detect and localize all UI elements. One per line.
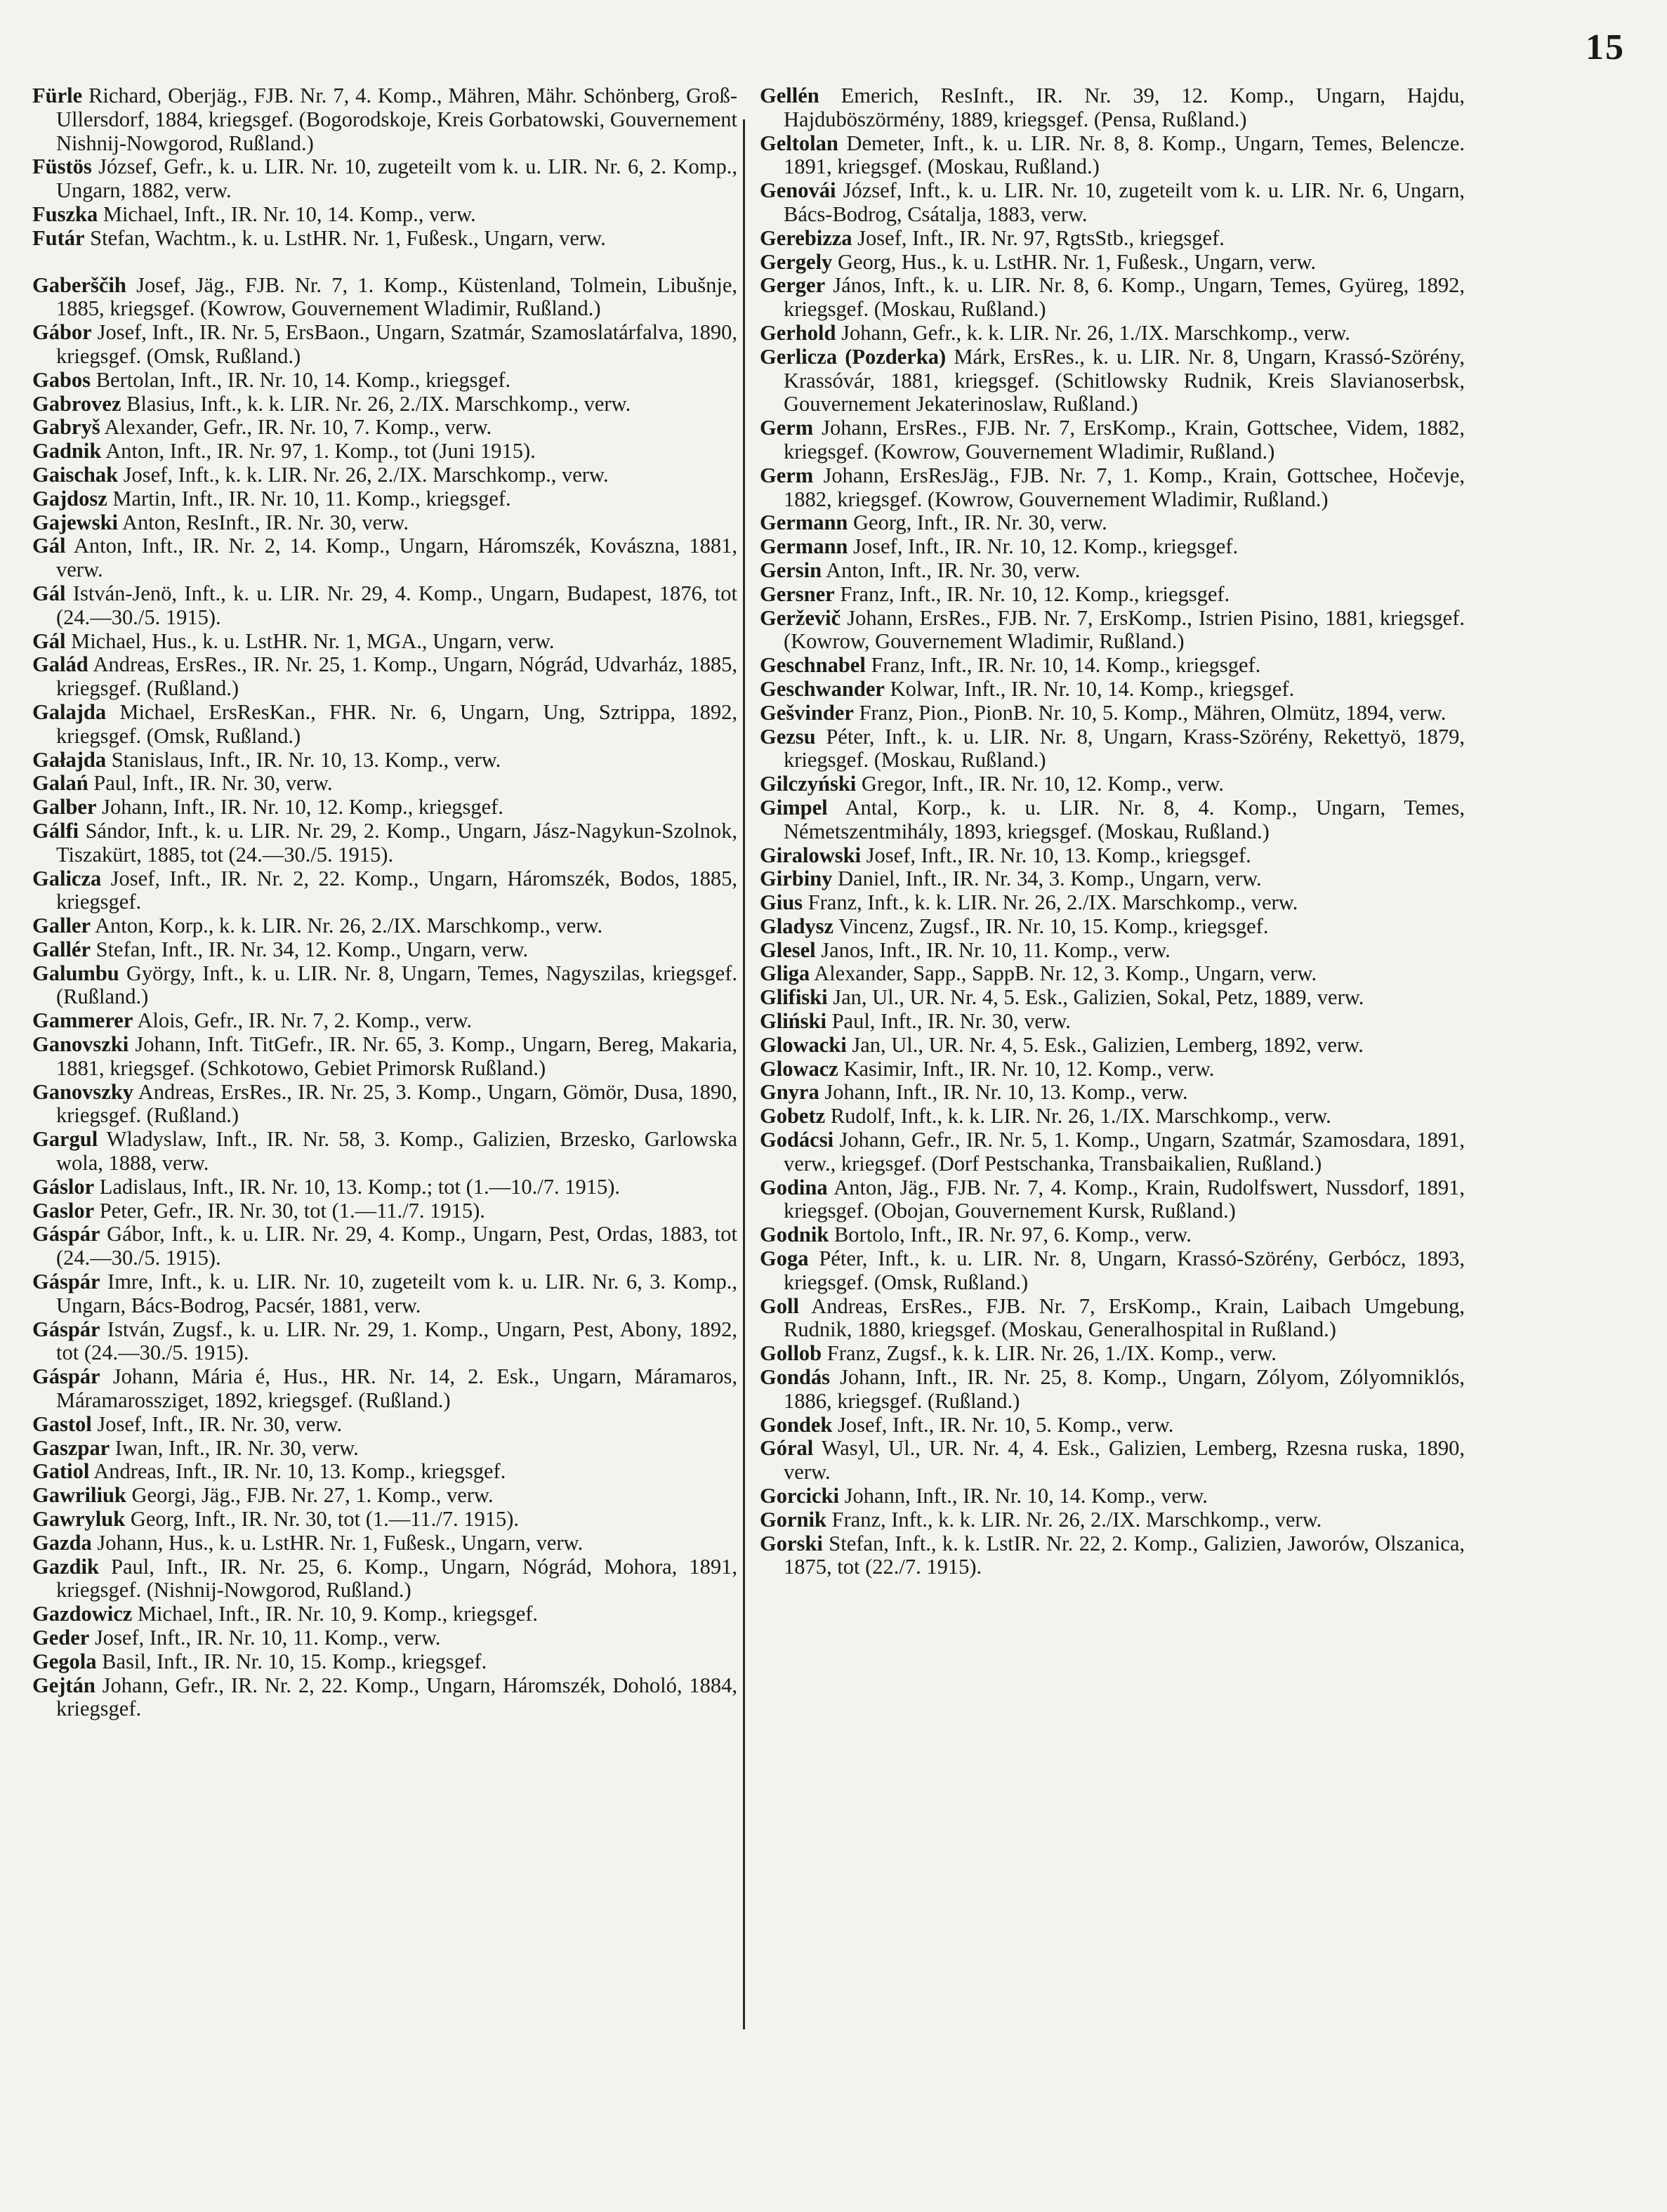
entry-surname: Gaischak bbox=[32, 462, 119, 487]
entry-surname: Glowacz bbox=[760, 1056, 838, 1081]
entry-surname: Gálfi bbox=[32, 818, 79, 843]
roll-entry bbox=[32, 321, 737, 369]
entry-surname: Gnyra bbox=[760, 1080, 819, 1105]
entry-details: Wladyslaw, Inft., IR. Nr. 58, 3. Komp., Galizien, Brzesko, Garlowska wola, 1888, verw. bbox=[56, 1127, 737, 1176]
entry-surname: Gondek bbox=[760, 1412, 833, 1437]
roll-entry bbox=[32, 203, 737, 227]
roll-entry bbox=[760, 962, 1465, 986]
entry-surname: Gersner bbox=[760, 581, 835, 606]
entry-details: István-Jenö, Inft., k. u. LIR. Nr. 29, 4. Komp., Ungarn, Budapest, 1876, tot (24.—30./5. 1915). bbox=[56, 581, 737, 629]
entry-details: Michael, Hus., k. u. LstHR. Nr. 1, MGA., Ungarn, verw. bbox=[65, 628, 555, 653]
roll-entry bbox=[760, 1247, 1465, 1295]
entry-details: József, Inft., k. u. LIR. Nr. 10, zugeteilt vom k. u. LIR. Nr. 6, Ungarn, Bács-Bodrog, Csátalja, 1883, verw. bbox=[784, 178, 1465, 226]
entry-details: Johann, Inft., IR. Nr. 10, 14. Komp., verw. bbox=[838, 1484, 1208, 1508]
right-column bbox=[760, 84, 1465, 1579]
entry-surname: Gadnik bbox=[32, 439, 102, 463]
roll-entry bbox=[32, 630, 737, 654]
roll-entry bbox=[760, 1295, 1465, 1343]
entry-surname: Gezsu bbox=[760, 724, 816, 749]
roll-entry bbox=[32, 487, 737, 511]
entry-surname: Geschnabel bbox=[760, 653, 866, 678]
entry-surname: Gerlicza (Pozderka) bbox=[760, 344, 947, 369]
entry-surname: Germ bbox=[760, 416, 814, 440]
entry-details: Franz, Inft., IR. Nr. 10, 14. Komp., kriegsgef. bbox=[865, 653, 1261, 678]
roll-entry bbox=[32, 1555, 737, 1603]
roll-entry bbox=[760, 84, 1465, 132]
roll-entry bbox=[32, 1270, 737, 1318]
entry-details: Péter, Inft., k. u. LIR. Nr. 8, Ungarn, Krassó-Szörény, Gerbócz, 1893, kriegsgef. (Omsk, Rußland.) bbox=[784, 1246, 1465, 1294]
roll-entry bbox=[760, 322, 1465, 345]
entry-surname: Gornik bbox=[760, 1507, 826, 1532]
entry-surname: Gorski bbox=[760, 1531, 823, 1555]
entry-surname: Gergely bbox=[760, 249, 833, 274]
roll-entry bbox=[32, 369, 737, 393]
entry-surname: Godnik bbox=[760, 1223, 829, 1247]
roll-entry bbox=[760, 132, 1465, 180]
left-column bbox=[32, 84, 737, 1721]
entry-surname: Gabryš bbox=[32, 415, 100, 440]
entry-surname: Gazda bbox=[32, 1530, 92, 1555]
entry-details: Johann, ErsResJäg., FJB. Nr. 7, 1. Komp., Krain, Gottschee, Hočevje, 1882, kriegsgef. (Kowrow, Gouvernement Wladimir, Rußland.) bbox=[784, 463, 1465, 511]
entry-details: Kasimir, Inft., IR. Nr. 10, 12. Komp., verw. bbox=[838, 1056, 1215, 1081]
entry-surname: Gál bbox=[32, 628, 66, 653]
entry-surname: Galajda bbox=[32, 699, 107, 724]
entry-surname: Geder bbox=[32, 1626, 90, 1650]
entry-details: Stefan, Inft., IR. Nr. 34, 12. Komp., Ungarn, verw. bbox=[91, 937, 529, 961]
entry-details: Rudolf, Inft., k. k. LIR. Nr. 26, 1./IX. Marschkomp., verw. bbox=[825, 1104, 1331, 1128]
roll-entry bbox=[32, 1128, 737, 1176]
entry-surname: Gáspár bbox=[32, 1317, 100, 1341]
roll-entry bbox=[32, 511, 737, 535]
entry-surname: Gegola bbox=[32, 1649, 97, 1673]
entry-surname: Germ bbox=[760, 463, 814, 487]
entry-surname: Geltolan bbox=[760, 131, 838, 155]
entry-surname: Gerhold bbox=[760, 320, 836, 345]
roll-entry bbox=[32, 1413, 737, 1437]
entry-surname: Gellén bbox=[760, 84, 819, 107]
roll-entry bbox=[32, 463, 737, 487]
entry-details: Josef, Inft., IR. Nr. 10, 13. Komp., kriegsgef. bbox=[861, 843, 1251, 867]
entry-surname: Gáspár bbox=[32, 1222, 100, 1246]
entry-surname: Gersin bbox=[760, 558, 822, 582]
entry-surname: Góral bbox=[760, 1436, 814, 1461]
entry-details: Georg, Hus., k. u. LstHR. Nr. 1, Fußesk., Ungarn, verw. bbox=[832, 249, 1317, 274]
entry-surname: Galád bbox=[32, 652, 88, 677]
roll-entry bbox=[32, 1176, 737, 1199]
entry-surname: Ganovszki bbox=[32, 1032, 129, 1057]
entry-surname: Goga bbox=[760, 1246, 809, 1271]
roll-entry bbox=[32, 938, 737, 962]
entry-details: János, Inft., k. u. LIR. Nr. 8, 6. Komp., Ungarn, Temes, Gyüreg, 1892, kriegsgef. (Moskau, Rußland.) bbox=[784, 273, 1465, 322]
entry-surname: Gáspár bbox=[32, 1270, 100, 1294]
entry-surname: Godina bbox=[760, 1175, 828, 1199]
entry-details: Johann, Gefr., k. k. LIR. Nr. 26, 1./IX. Marschkomp., verw. bbox=[836, 320, 1350, 345]
entry-details: Josef, Inft., IR. Nr. 97, RgtsStb., kriegsgef. bbox=[852, 225, 1225, 250]
entry-details: Johann, Inft., IR. Nr. 10, 13. Komp., verw. bbox=[819, 1080, 1188, 1105]
entry-details: Peter, Gefr., IR. Nr. 30, tot (1.—11./7. 1915). bbox=[94, 1198, 485, 1223]
entry-details: Josef, Inft., IR. Nr. 5, ErsBaon., Ungarn, Szatmár, Szamoslatárfalva, 1890, kriegsgef. (Omsk, Rußland.) bbox=[56, 320, 737, 368]
roll-entry bbox=[32, 796, 737, 819]
entry-surname: Giralowski bbox=[760, 843, 862, 867]
roll-entry bbox=[760, 559, 1465, 583]
entry-surname: Galań bbox=[32, 771, 88, 796]
entry-details: Anton, ResInft., IR. Nr. 30, verw. bbox=[118, 510, 409, 534]
entry-details: Paul, Inft., IR. Nr. 25, 6. Komp., Ungarn, Nógrád, Mohora, 1891, kriegsgef. (Nishnij-Nowgorod, Rußland.) bbox=[56, 1554, 737, 1602]
entry-surname: Gejtán bbox=[32, 1673, 95, 1697]
entry-details: Anton, Inft., IR. Nr. 2, 14. Komp., Ungarn, Háromszék, Kovászna, 1881, verw. bbox=[56, 534, 737, 582]
entry-details: Anton, Korp., k. k. LIR. Nr. 26, 2./IX. Marschkomp., verw. bbox=[91, 914, 603, 938]
entry-details: Blasius, Inft., k. k. LIR. Nr. 26, 2./IX. Marschkomp., verw. bbox=[121, 391, 631, 416]
entry-details: Andreas, Inft., IR. Nr. 10, 13. Komp., kriegsgef. bbox=[89, 1459, 506, 1484]
roll-entry bbox=[32, 534, 737, 582]
entry-surname: Gaberščih bbox=[32, 272, 126, 297]
entry-surname: Gerževič bbox=[760, 605, 841, 630]
roll-entry bbox=[32, 1437, 737, 1461]
entry-surname: Fuszka bbox=[32, 202, 98, 226]
entry-details: József, Gefr., k. u. LIR. Nr. 10, zugeteilt vom k. u. LIR. Nr. 6, 2. Komp., Ungarn, 1882, verw. bbox=[56, 154, 737, 203]
entry-surname: Gaszpar bbox=[32, 1435, 110, 1460]
entry-surname: Gatiol bbox=[32, 1459, 90, 1484]
entry-surname: Gábor bbox=[32, 320, 92, 345]
roll-entry bbox=[32, 274, 737, 322]
entry-surname: Gondás bbox=[760, 1365, 831, 1390]
roll-entry bbox=[760, 345, 1465, 416]
entry-details: Jan, Ul., UR. Nr. 4, 5. Esk., Galizien, Lemberg, 1892, verw. bbox=[846, 1032, 1364, 1057]
roll-entry bbox=[32, 155, 737, 203]
entry-details: Josef, Jäg., FJB. Nr. 7, 1. Komp., Küstenland, Tolmein, Libušnje, 1885, kriegsgef. (Kowrow, Gouvernement Wladimir, Rußland.) bbox=[56, 272, 737, 321]
roll-entry bbox=[760, 1176, 1465, 1224]
entry-details: Jan, Ul., UR. Nr. 4, 5. Esk., Galizien, Sokal, Petz, 1889, verw. bbox=[827, 985, 1364, 1010]
entry-details: Georg, Inft., IR. Nr. 30, tot (1.—11./7. 1915). bbox=[125, 1507, 519, 1532]
entry-details: Johann, Inft., IR. Nr. 25, 8. Komp., Ungarn, Zólyom, Zólyomniklós, 1886, kriegsgef. (Rußland.) bbox=[784, 1365, 1465, 1413]
entry-surname: Gazdik bbox=[32, 1554, 99, 1579]
roll-entry bbox=[32, 653, 737, 701]
entry-surname: Gerebizza bbox=[760, 225, 852, 250]
roll-entry bbox=[32, 1626, 737, 1650]
roll-entry bbox=[760, 607, 1465, 654]
entry-details: Anton, Inft., IR. Nr. 30, verw. bbox=[822, 558, 1081, 582]
entry-details: György, Inft., k. u. LIR. Nr. 8, Ungarn, Temes, Nagyszilas, kriegsgef. (Rußland.) bbox=[56, 961, 737, 1009]
entry-surname: Gajewski bbox=[32, 510, 118, 534]
roll-entry bbox=[760, 867, 1465, 891]
entry-details: Josef, Inft., IR. Nr. 10, 11. Komp., verw. bbox=[89, 1626, 441, 1650]
entry-details: Stefan, Wachtm., k. u. LstHR. Nr. 1, Fußesk., Ungarn, verw. bbox=[84, 225, 606, 250]
entry-details: Janos, Inft., IR. Nr. 10, 11. Komp., verw. bbox=[815, 937, 1171, 962]
entry-surname: Galber bbox=[32, 795, 97, 819]
entry-details: Basil, Inft., IR. Nr. 10, 15. Komp., kriegsgef. bbox=[96, 1649, 487, 1673]
entry-details: Johann, Inft. TitGefr., IR. Nr. 65, 3. Komp., Ungarn, Bereg, Makaria, 1881, kriegsgef. (Schkotowo, Gebiet Primorsk Rußland.) bbox=[56, 1032, 737, 1080]
roll-entry bbox=[32, 1365, 737, 1413]
entry-details: Josef, Inft., IR. Nr. 10, 5. Komp., verw. bbox=[832, 1412, 1174, 1437]
entry-surname: Gimpel bbox=[760, 795, 828, 819]
entry-details: Alois, Gefr., IR. Nr. 7, 2. Komp., verw. bbox=[133, 1008, 472, 1033]
entry-details: Johann, ErsRes., FJB. Nr. 7, ErsKomp., Istrien Pisino, 1881, kriegsgef. (Kowrow, Gouvernement Wladimir, Rußland.) bbox=[784, 605, 1465, 654]
entry-details: Josef, Inft., IR. Nr. 30, verw. bbox=[91, 1411, 343, 1436]
roll-entry bbox=[32, 1199, 737, 1223]
roll-entry bbox=[760, 1128, 1465, 1176]
entry-surname: Gajdosz bbox=[32, 486, 107, 511]
entry-details: Sándor, Inft., k. u. LIR. Nr. 29, 2. Komp., Ungarn, Jász-Nagykun-Szolnok, Tiszakürt, 1885, tot (24.—30./5. 1915). bbox=[56, 818, 737, 867]
roll-entry bbox=[760, 654, 1465, 678]
entry-details: Daniel, Inft., IR. Nr. 34, 3. Komp., Ungarn, verw. bbox=[832, 867, 1262, 891]
roll-entry bbox=[760, 678, 1465, 702]
entry-details: Kolwar, Inft., IR. Nr. 10, 14. Komp., kriegsgef. bbox=[884, 676, 1295, 701]
entry-details: Georg, Inft., IR. Nr. 30, verw. bbox=[848, 511, 1107, 535]
entry-surname: Glesel bbox=[760, 937, 816, 962]
entry-details: Josef, Inft., IR. Nr. 10, 12. Komp., kriegsgef. bbox=[848, 534, 1239, 559]
roll-entry bbox=[760, 844, 1465, 868]
entry-surname: Goll bbox=[760, 1293, 799, 1318]
entry-details: Martin, Inft., IR. Nr. 10, 11. Komp., kriegsgef. bbox=[107, 486, 511, 511]
entry-surname: Gammerer bbox=[32, 1008, 133, 1033]
entry-details: Bortolo, Inft., IR. Nr. 97, 6. Komp., verw. bbox=[829, 1223, 1192, 1247]
entry-details: Andreas, ErsRes., FJB. Nr. 7, ErsKomp., Krain, Laibach Umgebung, Rudnik, 1880, kriegsgef. (Moskau, Generalhospital in Rußland.) bbox=[784, 1293, 1465, 1342]
entry-surname: Gáspár bbox=[32, 1364, 100, 1389]
entry-details: Michael, Inft., IR. Nr. 10, 14. Komp., verw. bbox=[98, 202, 476, 226]
entry-surname: Gilczyński bbox=[760, 772, 857, 796]
roll-entry bbox=[32, 1484, 737, 1508]
entry-surname: Füstös bbox=[32, 154, 92, 179]
entry-surname: Genovái bbox=[760, 178, 836, 203]
entry-surname: Gobetz bbox=[760, 1104, 826, 1128]
entry-details: Franz, Inft., k. k. LIR. Nr. 26, 2./IX. Marschkomp., verw. bbox=[826, 1507, 1322, 1532]
roll-entry bbox=[32, 440, 737, 463]
roll-entry bbox=[760, 1508, 1465, 1532]
entry-details: Márk, ErsRes., k. u. LIR. Nr. 8, Ungarn, Krassó-Szörény, Krassóvár, 1881, kriegsgef. (Schitlowsky Rudnik, Kreis Slavianoserbsk, Gouvernement Jekaterinoslaw, Rußland.) bbox=[784, 344, 1465, 416]
entry-details: István, Zugsf., k. u. LIR. Nr. 29, 1. Komp., Ungarn, Pest, Abony, 1892, tot (24.—30./5. 1915). bbox=[56, 1317, 737, 1365]
roll-entry bbox=[760, 1342, 1465, 1366]
roll-entry bbox=[32, 914, 737, 938]
entry-surname: Gabrovez bbox=[32, 391, 121, 416]
entry-details: Franz, Inft., IR. Nr. 10, 12. Komp., kriegsgef. bbox=[834, 581, 1230, 606]
entry-surname: Gliga bbox=[760, 961, 810, 986]
roll-entry bbox=[760, 1058, 1465, 1081]
entry-details: Josef, Inft., IR. Nr. 2, 22. Komp., Ungarn, Háromszék, Bodos, 1885, kriegsgef. bbox=[56, 866, 737, 914]
entry-surname: Germann bbox=[760, 511, 848, 535]
roll-entry bbox=[32, 819, 737, 867]
entry-details: Alexander, Sapp., SappB. Nr. 12, 3. Komp., Ungarn, verw. bbox=[810, 961, 1317, 986]
roll-entry bbox=[760, 1081, 1465, 1105]
entry-details: Franz, Pion., PionB. Nr. 10, 5. Komp., Mähren, Olmütz, 1894, verw. bbox=[853, 700, 1447, 725]
roll-entry bbox=[32, 1674, 737, 1722]
roll-entry bbox=[760, 1532, 1465, 1580]
entry-details: Imre, Inft., k. u. LIR. Nr. 10, zugeteilt vom k. u. LIR. Nr. 6, 3. Komp., Ungarn, Bács-Bodrog, Pacsér, 1881, verw. bbox=[56, 1270, 737, 1317]
roll-entry bbox=[760, 1010, 1465, 1034]
roll-entry bbox=[32, 1508, 737, 1532]
entry-details: Stanislaus, Inft., IR. Nr. 10, 13. Komp., verw. bbox=[106, 747, 501, 772]
entry-details: Georgi, Jäg., FJB. Nr. 27, 1. Komp., verw. bbox=[126, 1483, 494, 1508]
roll-entry bbox=[760, 702, 1465, 725]
roll-entry bbox=[760, 1414, 1465, 1437]
entry-details: Ladislaus, Inft., IR. Nr. 10, 13. Komp.; tot (1.—10./7. 1915). bbox=[94, 1174, 620, 1199]
roll-entry bbox=[32, 1009, 737, 1033]
roll-entry bbox=[32, 582, 737, 630]
entry-surname: Fürle bbox=[32, 84, 83, 107]
roll-entry bbox=[760, 939, 1465, 963]
entry-surname: Glowacki bbox=[760, 1032, 847, 1057]
roll-entry bbox=[760, 1366, 1465, 1414]
entry-details: Johann, Gefr., IR. Nr. 5, 1. Komp., Ungarn, Szatmár, Szamosdara, 1891, verw., kriegsgef. (Dorf Pestschanka, Transbaikalien, Rußland.) bbox=[784, 1128, 1465, 1176]
roll-entry bbox=[760, 583, 1465, 607]
entry-surname: Gáslor bbox=[32, 1174, 95, 1199]
roll-entry bbox=[760, 179, 1465, 227]
entry-details: Johann, Hus., k. u. LstHR. Nr. 1, Fußesk., Ungarn, verw. bbox=[91, 1530, 584, 1555]
entry-surname: Gollob bbox=[760, 1341, 822, 1366]
entry-surname: Gałajda bbox=[32, 747, 107, 772]
entry-details: Anton, Inft., IR. Nr. 97, 1. Komp., tot (Juni 1915). bbox=[101, 439, 536, 463]
entry-details: Alexander, Gefr., IR. Nr. 10, 7. Komp., verw. bbox=[100, 415, 492, 440]
entry-surname: Gladysz bbox=[760, 914, 834, 938]
roll-entry bbox=[760, 416, 1465, 464]
roll-entry bbox=[760, 796, 1465, 844]
entry-surname: Galler bbox=[32, 914, 91, 938]
entry-surname: Gál bbox=[32, 581, 66, 605]
entry-details: Michael, ErsResKan., FHR. Nr. 6, Ungarn, Ung, Sztrippa, 1892, kriegsgef. (Omsk, Rußland.) bbox=[56, 699, 737, 748]
entry-surname: Godácsi bbox=[760, 1128, 834, 1152]
roll-entry bbox=[32, 1532, 737, 1555]
entry-surname: Gazdowicz bbox=[32, 1602, 133, 1626]
roll-entry bbox=[760, 464, 1465, 512]
roll-entry bbox=[760, 1437, 1465, 1484]
entry-surname: Gargul bbox=[32, 1127, 98, 1152]
roll-entry bbox=[760, 227, 1465, 251]
entry-surname: Gius bbox=[760, 890, 803, 915]
entry-details: Franz, Zugsf., k. k. LIR. Nr. 26, 1./IX. Komp., verw. bbox=[822, 1341, 1277, 1366]
roll-entry bbox=[760, 535, 1465, 559]
entry-details: Gábor, Inft., k. u. LIR. Nr. 29, 4. Komp., Ungarn, Pest, Ordas, 1883, tot (24.—30./5. 1915). bbox=[56, 1222, 737, 1270]
entry-details: Franz, Inft., k. k. LIR. Nr. 26, 2./IX. Marschkomp., verw. bbox=[803, 890, 1298, 915]
roll-entry bbox=[32, 393, 737, 416]
roll-entry bbox=[760, 1034, 1465, 1058]
entry-surname: Futár bbox=[32, 225, 85, 250]
page-number: 15 bbox=[1586, 27, 1625, 67]
roll-entry bbox=[32, 1318, 737, 1366]
roll-entry bbox=[32, 772, 737, 796]
entry-details: Paul, Inft., IR. Nr. 30, verw. bbox=[826, 1009, 1071, 1034]
roll-entry bbox=[32, 84, 737, 155]
roll-entry bbox=[760, 1223, 1465, 1247]
roll-entry bbox=[32, 1223, 737, 1270]
entry-details: Bertolan, Inft., IR. Nr. 10, 14. Komp., kriegsgef. bbox=[91, 367, 511, 392]
entry-surname: Gliński bbox=[760, 1009, 826, 1034]
roll-entry bbox=[32, 227, 737, 251]
roll-entry bbox=[760, 915, 1465, 939]
entry-surname: Galumbu bbox=[32, 961, 119, 985]
entry-details: Johann, Inft., IR. Nr. 10, 12. Komp., kriegsgef. bbox=[96, 795, 503, 819]
roll-entry bbox=[32, 416, 737, 440]
roll-entry bbox=[760, 986, 1465, 1010]
entry-details: Vincenz, Zugsf., IR. Nr. 10, 15. Komp., kriegsgef. bbox=[834, 914, 1269, 938]
entry-details: Johann, Mária é, Hus., HR. Nr. 14, 2. Esk., Ungarn, Máramaros, Máramarossziget, 1892, kriegsgef. (Rußland.) bbox=[56, 1364, 737, 1413]
roll-entry bbox=[760, 772, 1465, 796]
entry-details: Josef, Inft., k. k. LIR. Nr. 26, 2./IX. Marschkomp., verw. bbox=[118, 462, 609, 487]
entry-surname: Gawryluk bbox=[32, 1507, 126, 1532]
entry-surname: Girbiny bbox=[760, 867, 833, 891]
entry-surname: Gastol bbox=[32, 1411, 92, 1436]
entry-surname: Gál bbox=[32, 534, 66, 558]
roll-entry bbox=[760, 1484, 1465, 1508]
entry-details: Gregor, Inft., IR. Nr. 10, 12. Komp., verw. bbox=[856, 772, 1224, 796]
roll-entry bbox=[32, 962, 737, 1010]
roll-entry bbox=[760, 274, 1465, 322]
column-divider bbox=[743, 119, 745, 2029]
roll-entry bbox=[32, 1033, 737, 1081]
roll-entry bbox=[760, 1105, 1465, 1128]
entry-surname: Ganovszky bbox=[32, 1079, 134, 1104]
roll-entry bbox=[32, 867, 737, 915]
entry-details: Stefan, Inft., k. k. LstIR. Nr. 22, 2. Komp., Galizien, Jaworów, Olszanica, 1875, tot (22./7. 1915). bbox=[784, 1531, 1465, 1579]
entry-details: Iwan, Inft., IR. Nr. 30, verw. bbox=[110, 1435, 359, 1460]
entry-details: Richard, Oberjäg., FJB. Nr. 7, 4. Komp., Mähren, Mähr. Schönberg, Groß-Ullersdorf, 1884, kriegsgef. (Bogorodskoje, Kreis Gorbatowski, Gouvernement Nishnij-Nowgorod, Rußland.) bbox=[56, 84, 737, 155]
entry-surname: Gawriliuk bbox=[32, 1483, 126, 1508]
entry-surname: Gallér bbox=[32, 937, 91, 961]
entry-details: Péter, Inft., k. u. LIR. Nr. 8, Ungarn, Krass-Szörény, Rekettyö, 1879, kriegsgef. (Moskau, Rußland.) bbox=[784, 724, 1465, 772]
roll-entry bbox=[32, 1081, 737, 1128]
entry-details: Emerich, ResInft., IR. Nr. 39, 12. Komp., Ungarn, Hajdu, Hajduböszörmény, 1889, kriegsgef. (Pensa, Rußland.) bbox=[784, 84, 1465, 131]
entry-surname: Geschwander bbox=[760, 676, 885, 701]
entry-details: Demeter, Inft., k. u. LIR. Nr. 8, 8. Komp., Ungarn, Temes, Belencze. 1891, kriegsgef. (Moskau, Rußland.) bbox=[784, 131, 1465, 179]
roll-entry bbox=[760, 511, 1465, 535]
roll-entry bbox=[32, 749, 737, 772]
entry-surname: Gešvinder bbox=[760, 700, 854, 725]
entry-surname: Gerger bbox=[760, 273, 826, 298]
entry-details: Andreas, ErsRes., IR. Nr. 25, 3. Komp., Ungarn, Gömör, Dusa, 1890, kriegsgef. (Rußland.) bbox=[56, 1079, 737, 1128]
roll-entry bbox=[32, 1602, 737, 1626]
roll-entry bbox=[32, 1460, 737, 1484]
roll-entry bbox=[760, 891, 1465, 915]
entry-details: Paul, Inft., IR. Nr. 30, verw. bbox=[88, 771, 333, 796]
entry-details: Johann, ErsRes., FJB. Nr. 7, ErsKomp., Krain, Gottschee, Videm, 1882, kriegsgef. (Kowrow, Gouvernement Wladimir, Rußland.) bbox=[784, 416, 1465, 463]
roll-entry bbox=[32, 701, 737, 749]
entry-details: Wasyl, Ul., UR. Nr. 4, 4. Esk., Galizien, Lemberg, Rzesna ruska, 1890, verw. bbox=[784, 1436, 1465, 1484]
entry-surname: Gorcicki bbox=[760, 1484, 839, 1508]
entry-details: Anton, Jäg., FJB. Nr. 7, 4. Komp., Krain, Rudolfswert, Nussdorf, 1891, kriegsgef. (Obojan, Gouvernement Kursk, Rußland.) bbox=[784, 1175, 1465, 1223]
entry-surname: Germann bbox=[760, 534, 848, 559]
entry-details: Michael, Inft., IR. Nr. 10, 9. Komp., kriegsgef. bbox=[132, 1602, 539, 1626]
roll-entry bbox=[760, 725, 1465, 773]
roll-entry bbox=[760, 251, 1465, 275]
entry-details: Antal, Korp., k. u. LIR. Nr. 8, 4. Komp., Ungarn, Temes, Németszentmihály, 1893, kriegsgef. (Moskau, Rußland.) bbox=[784, 795, 1465, 843]
entry-surname: Glifiski bbox=[760, 985, 828, 1010]
entry-surname: Gaslor bbox=[32, 1198, 95, 1223]
entry-details: Andreas, ErsRes., IR. Nr. 25, 1. Komp., Ungarn, Nógrád, Udvarház, 1885, kriegsgef. (Rußland.) bbox=[56, 652, 737, 701]
entry-details: Johann, Gefr., IR. Nr. 2, 22. Komp., Ungarn, Háromszék, Doholó, 1884, kriegsgef. bbox=[56, 1673, 737, 1721]
roll-entry bbox=[32, 1650, 737, 1674]
entry-surname: Gabos bbox=[32, 367, 91, 392]
entry-surname: Galicza bbox=[32, 866, 102, 890]
